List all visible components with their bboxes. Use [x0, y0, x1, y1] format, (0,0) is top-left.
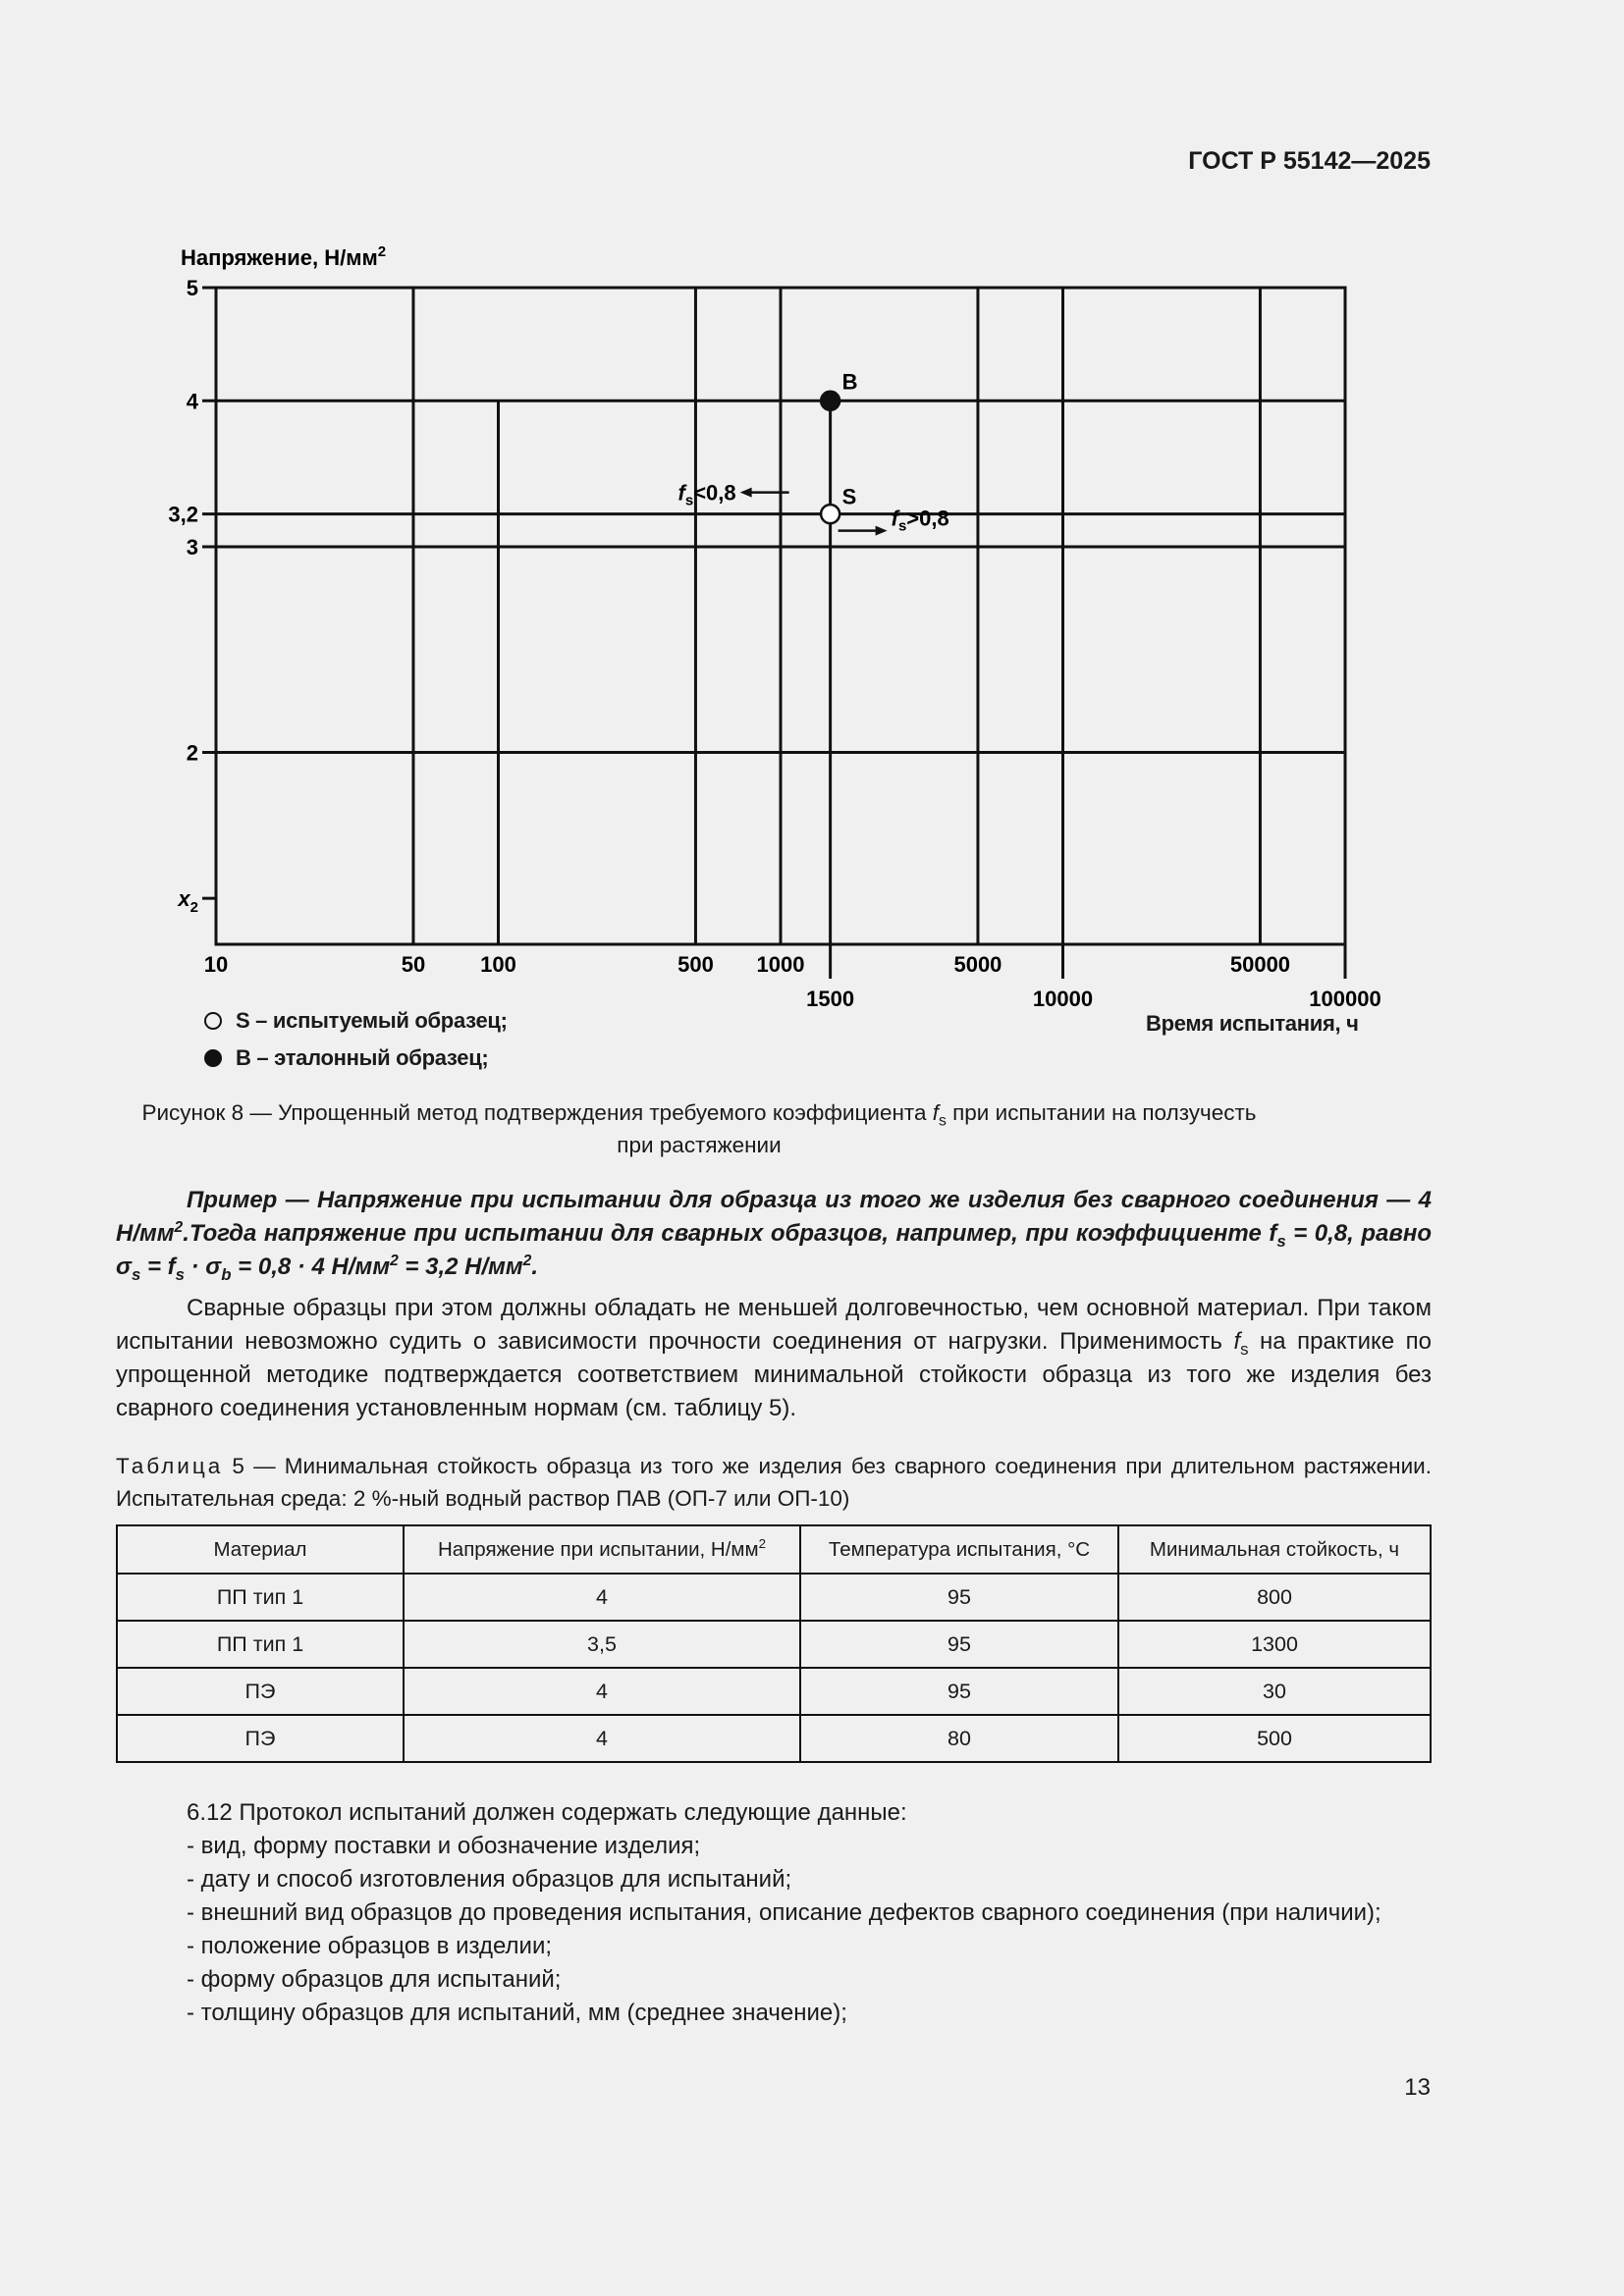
y-tick-label: 2	[186, 740, 198, 766]
legend-open-label: S – испытуемый образец;	[236, 1008, 508, 1033]
ex-f: = 0,8 · 4 Н/мм	[231, 1254, 391, 1280]
figure-caption	[116, 1096, 1282, 1161]
x-tick-label: 50	[401, 952, 426, 977]
table-cell: 1300	[1118, 1621, 1431, 1668]
list-item-text: - дату и способ изготовления образцов для испытаний;	[187, 1866, 792, 1893]
document-number: ГОСТ Р 55142—2025	[1188, 147, 1431, 175]
table-row	[117, 1621, 1431, 1668]
x-tick-label: 1000	[756, 952, 805, 977]
x-tick-label: 5000	[953, 952, 1002, 977]
ex-d: = f	[140, 1254, 176, 1280]
body-a: Сварные образцы при этом должны обладать не меньшей долговечностью, чем основной материал. При таком испытании невозможно судить о зависимости прочности соединения от нагрузки. Применимость	[116, 1295, 1432, 1355]
data-table	[116, 1524, 1432, 1763]
table-row	[117, 1668, 1431, 1715]
page-number: 13	[1404, 2074, 1431, 2101]
point-label-B: B	[841, 369, 858, 395]
annotation-right	[892, 507, 949, 535]
header-stress	[404, 1525, 800, 1574]
table-cell: ПП тип 1	[117, 1574, 404, 1621]
point-B	[821, 392, 839, 410]
protocol-list	[116, 1796, 1432, 2030]
ex-sub2: s	[131, 1264, 141, 1284]
ex-sup3: 2	[522, 1253, 532, 1269]
point-label-S: S	[841, 484, 857, 509]
header-material: Материал	[117, 1525, 404, 1574]
y-axis-title: Напряжение, $Н/мм^2$	[181, 243, 387, 270]
caption-text-b: при испытании на ползучесть	[946, 1100, 1257, 1125]
table-cell: 500	[1118, 1715, 1431, 1762]
annotation-text: <0,8	[693, 480, 736, 506]
table-cell: 30	[1118, 1668, 1431, 1715]
legend-filled-item	[204, 1045, 488, 1071]
y-axis-title-sup: 2	[377, 243, 387, 260]
body-f: f	[1233, 1328, 1241, 1355]
table-cell: 4	[404, 1715, 800, 1762]
table-cell: 4	[404, 1668, 800, 1715]
y-tick-label: 4	[186, 389, 198, 414]
annotation-sub: s	[684, 492, 694, 509]
list-intro-text: 6.12 Протокол испытаний должен содержать следующие данные:	[187, 1799, 907, 1826]
caption-text-a: Рисунок 8 — Упрощенный метод подтверждения требуемого коэффициента	[141, 1100, 933, 1125]
table-cell: ПЭ	[117, 1668, 404, 1715]
example-paragraph	[116, 1184, 1432, 1284]
list-item-text: - вид, форму поставки и обозначение изделия;	[187, 1833, 701, 1859]
table-title	[116, 1450, 1432, 1515]
body-f-sub: s	[1240, 1339, 1249, 1359]
table-cell: 4	[404, 1574, 800, 1621]
caption-f: f	[932, 1100, 939, 1125]
table-title-rest: 5 — Минимальная стойкость образца из того же изделия без сварного соединения при длительном растяжении. Испытательная среда: 2 %-ный водный раствор ПАВ (ОП-7 или ОП-10)	[116, 1454, 1432, 1511]
y-tick-label: 3,2	[168, 502, 198, 527]
list-item	[116, 1830, 1432, 1863]
legend-open-item	[204, 1008, 508, 1034]
arrow-left-head	[740, 488, 752, 498]
ex-sub: s	[1276, 1231, 1286, 1251]
open-circle-icon	[204, 1012, 222, 1030]
annotation-text: >0,8	[906, 506, 949, 531]
ex-h: .	[531, 1254, 539, 1280]
table-cell: 80	[800, 1715, 1118, 1762]
header-temp: Температура испытания, °С	[800, 1525, 1118, 1574]
ex-sub3: s	[175, 1264, 185, 1284]
table-row	[117, 1715, 1431, 1762]
arrow-right-head	[876, 526, 888, 536]
list-intro	[116, 1796, 1432, 1830]
x-axis-title: Время испытания, ч	[1146, 1011, 1359, 1036]
ex-sup: 2	[174, 1219, 184, 1236]
table-cell: ПЭ	[117, 1715, 404, 1762]
header-stress-text: Напряжение при испытании, Н/мм	[437, 1537, 759, 1561]
table-cell: 95	[800, 1668, 1118, 1715]
y-tick-label: 3	[186, 534, 198, 560]
body-b: на практике по упрощенной методике подтверждается соответствием минимальной стойкости образца из того же изделия без сварного соединения установленным нормам (см. таблицу 5).	[116, 1328, 1432, 1421]
ex-a: Пример — Напряжение при испытании для образца из того же изделия без сварного соединения — 4 Н/мм	[116, 1187, 1432, 1247]
x-tick-label: 50000	[1229, 952, 1291, 977]
x-tick-label: 100	[480, 952, 516, 977]
list-item	[116, 1997, 1432, 2030]
body-paragraph	[116, 1292, 1432, 1425]
list-item-text: - форму образцов для испытаний;	[187, 1966, 562, 1993]
ex-sub-b: b	[221, 1264, 232, 1284]
annotation-sub: s	[897, 517, 907, 535]
table-cell: 3,5	[404, 1621, 800, 1668]
list-item	[116, 1963, 1432, 1997]
caption-line2: при растяжении	[617, 1133, 782, 1157]
list-item-text: - внешний вид образцов до проведения испытания, описание дефектов сварного соединения (при наличии);	[187, 1899, 1381, 1926]
ex-sup2: 2	[390, 1253, 399, 1269]
creep-chart	[0, 0, 1624, 1011]
ex-b: .Тогда напряжение при испытании для сварных образцов, например, при коэффициенте f	[183, 1220, 1277, 1247]
table-cell: 95	[800, 1621, 1118, 1668]
ex-g: = 3,2 Н/мм	[398, 1254, 523, 1280]
legend-filled-label: B – эталонный образец;	[236, 1045, 489, 1070]
list-item	[116, 1930, 1432, 1963]
header-resistance: Минимальная стойкость, ч	[1118, 1525, 1431, 1574]
header-stress-sup: 2	[758, 1535, 766, 1551]
table-title-label: Таблица	[116, 1454, 224, 1478]
table-cell: ПП тип 1	[117, 1621, 404, 1668]
list-item-text: - толщину образцов для испытаний, мм (среднее значение);	[187, 2000, 847, 2026]
point-S	[821, 505, 839, 523]
list-item	[116, 1863, 1432, 1896]
ex-e: · σ	[184, 1254, 222, 1280]
y-tick-label: $x_2$	[178, 886, 198, 917]
filled-circle-icon	[204, 1049, 222, 1067]
x-tick-label: 10	[203, 952, 229, 977]
table-header-row	[117, 1525, 1431, 1574]
list-item-text: - положение образцов в изделии;	[187, 1933, 553, 1959]
table-row	[117, 1574, 1431, 1621]
table-cell: 800	[1118, 1574, 1431, 1621]
annotation-left	[678, 481, 736, 509]
x-tick-label: 500	[677, 952, 714, 977]
x-tick-label: 10000	[1032, 987, 1094, 1011]
x-tick-label: 1500	[806, 987, 855, 1011]
caption-f-sub: s	[938, 1112, 947, 1130]
y-tick-label: 5	[186, 276, 198, 300]
list-item	[116, 1896, 1432, 1930]
annotation-f: f	[677, 480, 685, 506]
annotation-f: f	[891, 506, 898, 531]
ex-c: = 0,8, равно σ	[116, 1220, 1432, 1280]
x-tick-label: 100000	[1309, 987, 1381, 1011]
table-cell: 95	[800, 1574, 1118, 1621]
y-tick-sub: 2	[189, 899, 198, 917]
